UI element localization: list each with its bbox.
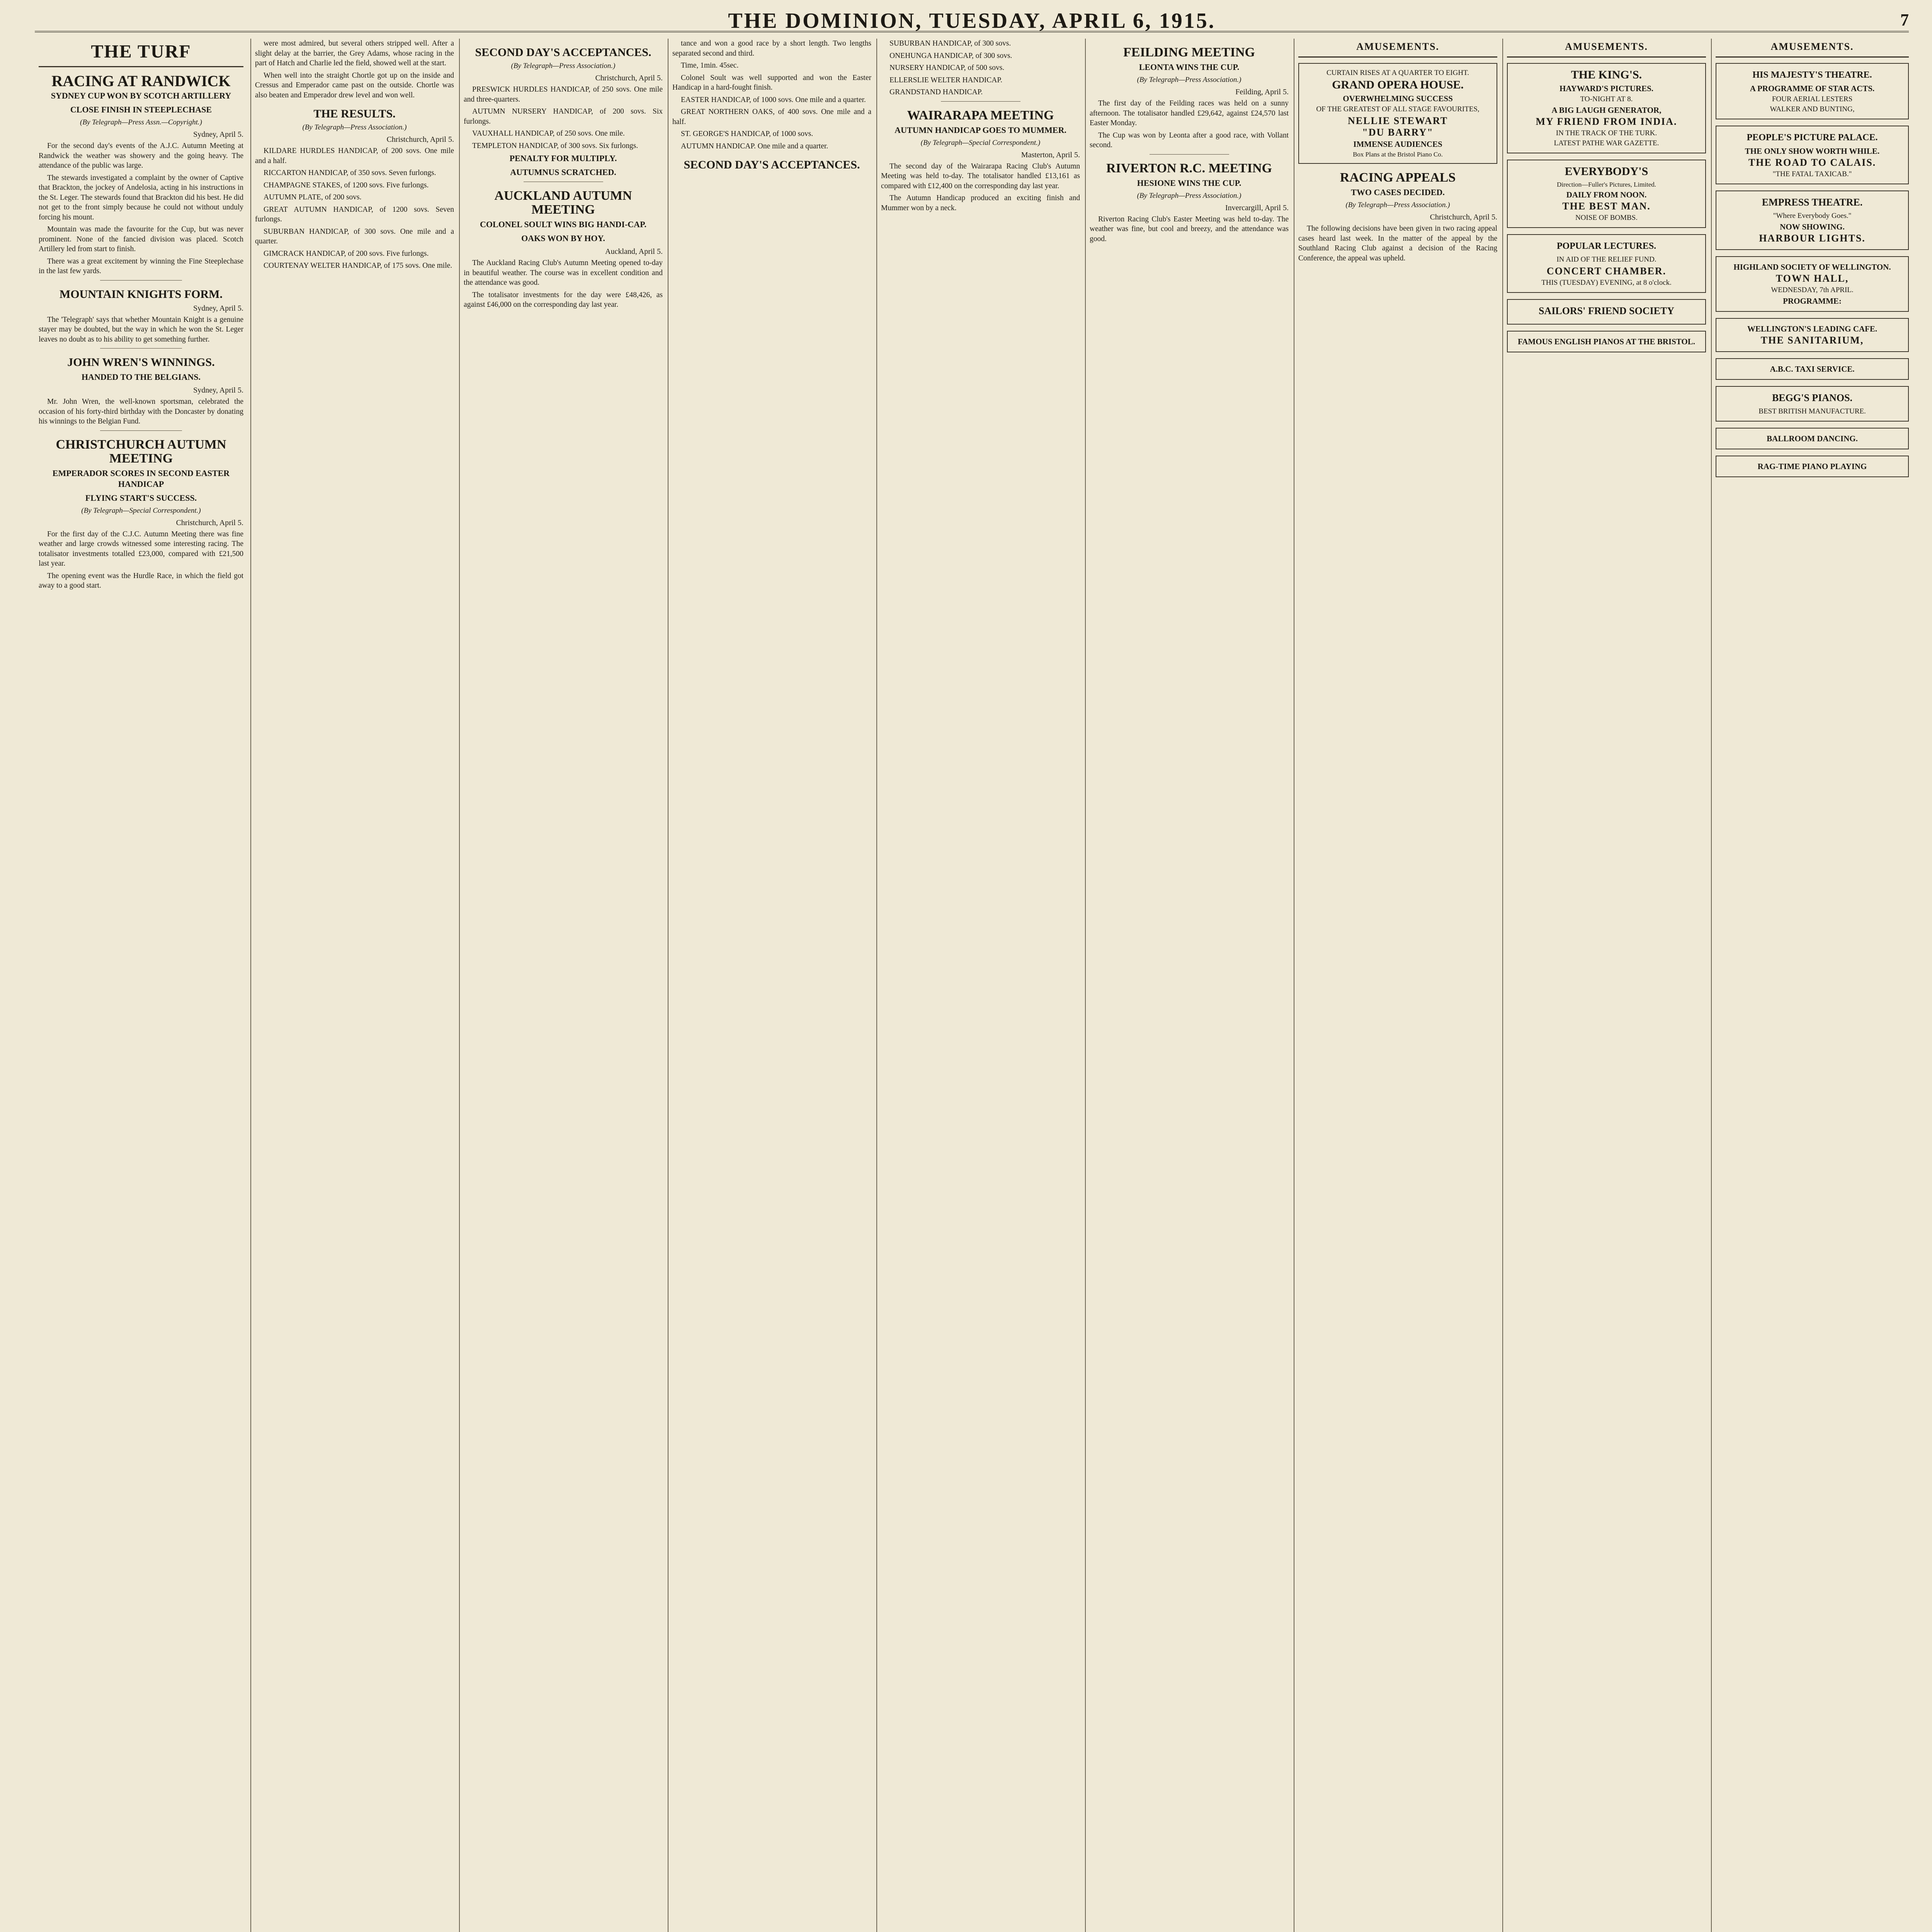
column-results-christchurch <box>255 39 454 1932</box>
ad-heading: GRAND OPERA HOUSE. <box>1332 78 1464 91</box>
ad-line: OF THE GREATEST OF ALL STAGE FAVOURITES, <box>1316 105 1480 113</box>
ad-line: "THE FATAL TAXICAB." <box>1772 170 1852 178</box>
byline: (By Telegraph—Press Association.) <box>302 123 407 131</box>
dateline: Sydney, April 5. <box>193 130 243 139</box>
article-paragraph: The 'Telegraph' says that whether Mountain Knight is a genuine stayer may be doubted, but the way in which he won the St. Leger leaves no doubt as to his ability to get something further. <box>39 315 243 344</box>
subhead-flying-start: FLYING START'S SUCCESS. <box>85 493 197 503</box>
ad-line: NOISE OF BOMBS. <box>1575 214 1638 222</box>
subhead-two-cases: TWO CASES DECIDED. <box>1351 187 1445 197</box>
divider <box>100 348 182 349</box>
headline-feilding: FEILDING MEETING <box>1123 45 1255 60</box>
ad-feature: THE SANITARIUM, <box>1760 335 1864 346</box>
article-paragraph: Colonel Soult was well supported and won the Easter Handicap in a hard-fought finish. <box>672 73 871 92</box>
dateline: Invercargill, April 5. <box>1225 203 1289 212</box>
dateline: Christchurch, April 5. <box>595 74 663 82</box>
advert-empress <box>1716 190 1909 250</box>
ad-feature: HARBOUR LIGHTS. <box>1759 233 1866 244</box>
column-amusements-2 <box>1507 39 1706 1932</box>
article-paragraph: The stewards investigated a complaint by the owner of Captive that Brackton, the jockey of Andelosia, acting in his instructions in the St. Leger. The stewards found that Brackton did his best. He did not get to the front simply because he could not without unduly forcing his mount. <box>39 173 243 221</box>
column-wairarapa <box>881 39 1080 1932</box>
subhead-steeplechase: CLOSE FINISH IN STEEPLECHASE <box>70 105 212 114</box>
acceptance-entry: TEMPLETON HANDICAP, of 300 sovs. Six furlongs. <box>472 141 638 150</box>
race-result: AUTUMN PLATE, of 200 sovs. <box>264 193 362 201</box>
byline: (By Telegraph—Press Association.) <box>1137 76 1242 84</box>
advert-grand-opera <box>1298 63 1497 164</box>
ad-subheading: DAILY FROM NOON. <box>1566 190 1647 199</box>
ad-subheading: A PROGRAMME OF STAR ACTS. <box>1750 84 1875 93</box>
headline-second-day: SECOND DAY'S ACCEPTANCES. <box>475 46 651 59</box>
headline-riverton: RIVERTON R.C. MEETING <box>1106 161 1272 175</box>
advert-kings <box>1507 63 1706 153</box>
masthead-title: THE DOMINION, TUESDAY, APRIL 6, 1915. <box>728 9 1216 33</box>
article-paragraph: tance and won a good race by a short length. Two lengths separated second and third. <box>672 39 871 58</box>
ad-heading: POPULAR LECTURES. <box>1556 241 1656 251</box>
ad-line: "Where Everybody Goes." <box>1773 212 1852 220</box>
advert-highland <box>1716 256 1909 312</box>
headline-wren: JOHN WREN'S WINNINGS. <box>67 356 215 369</box>
headline-results: THE RESULTS. <box>313 107 396 120</box>
column-rule <box>876 39 877 1932</box>
subhead-belgians: HANDED TO THE BELGIANS. <box>81 372 201 382</box>
section-heading-turf: THE TURF <box>39 39 243 67</box>
race-result: RICCARTON HANDICAP, of 350 sovs. Seven furlongs. <box>264 169 436 177</box>
ad-subheading: NOW SHOWING. <box>1780 222 1845 231</box>
divider <box>1150 154 1229 155</box>
race-result: KILDARE HURDLES HANDICAP, of 200 sovs. One mile and a half. <box>255 147 454 165</box>
ad-feature: TOWN HALL, <box>1776 273 1849 284</box>
ad-subheading: IMMENSE AUDIENCES <box>1353 139 1442 149</box>
ad-heading: EVERYBODY'S <box>1565 165 1648 178</box>
ad-subheading: BALLROOM DANCING. <box>1767 434 1858 443</box>
ad-heading: BEGG'S PIANOS. <box>1772 392 1853 403</box>
article-paragraph: were most admired, but several others stripped well. After a slight delay at the barrier, the Grey Adams, whose racing in the part of Hatch and Charlie led the field, showed well at the start. <box>255 39 454 67</box>
race-result: SUBURBAN HANDICAP, of 300 sovs. <box>889 39 1011 48</box>
dateline: Auckland, April 5. <box>605 247 663 256</box>
article-paragraph: There was a great excitement by winning the Fine Steeplechase in the last few yards. <box>39 257 243 275</box>
ad-heading: HIS MAJESTY'S THEATRE. <box>1752 70 1872 80</box>
subhead-leonta: LEONTA WINS THE CUP. <box>1139 62 1240 72</box>
advert-pianos <box>1507 331 1706 352</box>
dateline: Sydney, April 5. <box>193 386 243 395</box>
article-paragraph: Mountain was made the favourite for the Cup, but was never prominent. None of the fancied division was placed. Scotch Artillery led from start to finish. <box>39 225 243 253</box>
ad-subheading: WELLINGTON'S LEADING CAFE. <box>1747 324 1878 333</box>
subhead-mummer: AUTUMN HANDICAP GOES TO MUMMER. <box>895 125 1066 135</box>
column-rule <box>1502 39 1503 1932</box>
section-heading-amusements: AMUSEMENTS. <box>1507 39 1706 58</box>
ad-line: WALKER AND BUNTING, <box>1770 105 1855 113</box>
advert-ragtime <box>1716 456 1909 477</box>
column-auckland-results <box>672 39 871 1932</box>
byline: (By Telegraph—Press Association.) <box>511 62 616 70</box>
acceptance-entry: VAUXHALL HANDICAP, of 250 sovs. One mile. <box>472 129 625 138</box>
ad-feature: THE BEST MAN. <box>1562 201 1651 212</box>
article-paragraph: The Cup was won by Leonta after a good race, with Vollant second. <box>1090 131 1289 149</box>
race-result: AUTUMN HANDICAP. One mile and a quarter. <box>681 142 828 150</box>
ad-line: TO-NIGHT AT 8. <box>1580 95 1633 103</box>
article-paragraph: For the first day of the C.J.C. Autumn Meeting there was fine weather and large crowds witnessed some interesting racing. The totalisator investments totalled £23,000, compared with £21,500 last year. <box>39 530 243 568</box>
article-paragraph: The Auckland Racing Club's Autumn Meeting opened to-day in beautiful weather. The course was in excellent condition and the attendance was good. <box>464 259 663 287</box>
race-result: ONEHUNGA HANDICAP, of 300 sovs. <box>889 51 1012 60</box>
advert-sailors <box>1507 299 1706 325</box>
ad-subheading: THE ONLY SHOW WORTH WHILE. <box>1745 146 1880 156</box>
ad-heading: EMPRESS THEATRE. <box>1762 197 1863 208</box>
race-result: GIMCRACK HANDICAP, of 200 sovs. Five furlongs. <box>264 249 429 258</box>
article-paragraph: The Autumn Handicap produced an exciting finish and Mummer won by a neck. <box>881 194 1080 212</box>
ad-line: IN THE TRACK OF THE TURK. <box>1556 129 1657 137</box>
column-rule <box>459 39 460 1932</box>
page-number: 7 <box>1900 10 1909 29</box>
ad-line: BEST BRITISH MANUFACTURE. <box>1759 407 1866 415</box>
ad-star: NELLIE STEWART <box>1347 115 1448 126</box>
ad-subheading: OVERWHELMING SUCCESS <box>1343 94 1453 103</box>
ad-subheading: FAMOUS ENGLISH PIANOS AT THE BRISTOL. <box>1517 337 1696 346</box>
ad-heading: PEOPLE'S PICTURE PALACE. <box>1747 133 1878 143</box>
headline-second-day: SECOND DAY'S ACCEPTANCES. <box>684 158 860 171</box>
race-result: NURSERY HANDICAP, of 500 sovs. <box>889 64 1005 72</box>
race-result: ST. GEORGE'S HANDICAP, of 1000 sovs. <box>681 130 813 138</box>
dateline: Sydney, April 5. <box>193 304 243 313</box>
article-paragraph: Riverton Racing Club's Easter Meeting was held to-day. The weather was fine, but cool and breezy, and the attendance was good. <box>1090 215 1289 243</box>
headline-wairarapa: WAIRARAPA MEETING <box>907 108 1054 122</box>
ad-line: CURTAIN RISES AT A QUARTER TO EIGHT. <box>1326 69 1469 77</box>
article-paragraph: For the second day's events of the A.J.C. Autumn Meeting at Randwick the weather was showery and the going heavy. The attendance of the public was large. <box>39 142 243 170</box>
ad-subheading: HAYWARD'S PICTURES. <box>1559 84 1654 93</box>
subhead-oaks: OAKS WON BY HOY. <box>521 233 605 243</box>
ad-feature: CONCERT CHAMBER. <box>1546 265 1667 277</box>
dateline: Masterton, April 5. <box>1021 150 1080 159</box>
article-paragraph: The following decisions have been given in two racing appeal cases heard last week. In the matter of the appeal by the Southland Racing Club against a decision of the Racing Conference, the appeal was upheld. <box>1298 224 1497 262</box>
advert-beggs <box>1716 386 1909 422</box>
column-amusements-3 <box>1716 39 1909 1932</box>
headline-racing-appeals: RACING APPEALS <box>1340 170 1456 185</box>
byline: (By Telegraph—Special Correspondent.) <box>81 506 201 515</box>
race-result: GREAT NORTHERN OAKS, of 400 sovs. One mile and a half. <box>672 108 871 126</box>
subhead-colonel-soult: COLONEL SOULT WINS BIG HANDI-CAP. <box>480 219 646 229</box>
ad-line: LATEST PATHE WAR GAZETTE. <box>1554 139 1659 147</box>
ad-heading: SAILORS' FRIEND SOCIETY <box>1538 305 1675 316</box>
column-amusements-1 <box>1298 39 1497 1932</box>
ad-line: WEDNESDAY, 7th APRIL. <box>1771 286 1854 294</box>
ad-subheading: PROGRAMME: <box>1783 296 1842 306</box>
dateline: Christchurch, April 5. <box>1430 213 1497 221</box>
byline: (By Telegraph—Press Assn.—Copyright.) <box>80 118 202 126</box>
article-paragraph: The second day of the Wairarapa Racing Club's Autumn Meeting was held to-day. The totalisator handled £13,161 as compared with £12,400 on the corresponding day last year. <box>881 162 1080 190</box>
ad-line: THIS (TUESDAY) EVENING, at 8 o'clock. <box>1541 279 1672 287</box>
subhead-autumnus: AUTUMNUS SCRATCHED. <box>510 167 616 177</box>
acceptance-entry: AUTUMN NURSERY HANDICAP, of 200 sovs. Six furlongs. <box>464 107 663 126</box>
column-turf <box>39 39 243 1932</box>
article-paragraph: When well into the straight Chortle got up on the inside and Cressus and Emperador came past on the outside. Chortle was also beaten and Emperador drew level and won well. <box>255 71 454 99</box>
headline-mountain: MOUNTAIN KNIGHTS FORM. <box>60 287 223 301</box>
headline-auckland: AUCKLAND AUTUMN MEETING <box>494 189 632 217</box>
ad-feature: MY FRIEND FROM INDIA. <box>1536 116 1677 127</box>
ad-line: Box Plans at the Bristol Piano Co. <box>1353 151 1443 158</box>
column-rule <box>1085 39 1086 1932</box>
article-paragraph: Mr. John Wren, the well-known sportsman, celebrated the occasion of his forty-third birthday with the Doncaster by donating his winnings to the Belgian Fund. <box>39 398 243 425</box>
headline-christchurch: CHRISTCHURCH AUTUMN MEETING <box>56 437 226 466</box>
advert-lectures <box>1507 234 1706 293</box>
race-result: CHAMPAGNE STAKES, of 1200 sovs. Five furlongs. <box>264 181 429 189</box>
masthead <box>35 9 1909 32</box>
advert-his-majestys <box>1716 63 1909 119</box>
byline: (By Telegraph—Special Correspondent.) <box>920 138 1041 147</box>
divider <box>100 280 182 281</box>
byline: (By Telegraph—Press Association.) <box>1137 191 1242 200</box>
article-paragraph: The totalisator investments for the day were £48,426, as against £46,000 on the corresponding day last year. <box>464 291 663 309</box>
divider <box>941 101 1020 102</box>
ad-subheading: A BIG LAUGH GENERATOR, <box>1551 105 1662 115</box>
ad-subheading: RAG-TIME PIANO PLAYING <box>1757 462 1867 471</box>
dateline: Feilding, April 5. <box>1235 88 1289 96</box>
race-result: COURTENAY WELTER HANDICAP, of 175 sovs. One mile. <box>264 262 452 270</box>
headline-randwick: RACING AT RANDWICK <box>51 72 231 90</box>
subhead-penalty: PENALTY FOR MULTIPLY. <box>509 153 617 163</box>
column-acceptances-auckland <box>464 39 663 1932</box>
article-paragraph: The opening event was the Hurdle Race, in which the field got away to a good start. <box>39 571 243 590</box>
ad-subheading: HIGHLAND SOCIETY OF WELLINGTON. <box>1733 262 1891 272</box>
ad-heading: THE KING'S. <box>1571 68 1642 81</box>
subhead-hesione: HESIONE WINS THE CUP. <box>1137 178 1242 188</box>
column-rule <box>250 39 251 1932</box>
ad-line: IN AID OF THE RELIEF FUND. <box>1556 255 1656 264</box>
race-result: SUBURBAN HANDICAP, of 300 sovs. One mile and a quarter. <box>255 227 454 245</box>
ad-subheading: A.B.C. TAXI SERVICE. <box>1770 364 1855 374</box>
subhead-sydney-cup: SYDNEY CUP WON BY SCOTCH ARTILLERY <box>51 91 231 100</box>
acceptance-entry: PRESWICK HURDLES HANDICAP, of 250 sovs. One mile and three-quarters. <box>464 85 663 104</box>
advert-cafe <box>1716 318 1909 352</box>
race-result: ELLERSLIE WELTER HANDICAP. <box>889 76 1002 84</box>
article-paragraph: Time, 1min. 45sec. <box>681 61 739 70</box>
advert-taxi <box>1716 358 1909 380</box>
race-result: EASTER HANDICAP, of 1000 sovs. One mile and a quarter. <box>681 95 866 104</box>
column-rule <box>1711 39 1712 1932</box>
column-feilding-riverton <box>1090 39 1289 1932</box>
ad-play-title: "DU BARRY" <box>1362 127 1434 138</box>
section-heading-amusements: AMUSEMENTS. <box>1298 39 1497 58</box>
subhead-emperador: EMPERADOR SCORES IN SECOND EASTER HANDICAP <box>52 468 230 489</box>
article-paragraph: The first day of the Feilding races was held on a sunny afternoon. The totalisator handled £29,642, against £24,570 last Easter Monday. <box>1090 99 1289 127</box>
section-heading-amusements: AMUSEMENTS. <box>1716 39 1909 58</box>
race-result: GRANDSTAND HANDICAP. <box>889 88 983 96</box>
advert-ballroom <box>1716 428 1909 449</box>
divider <box>100 430 182 431</box>
dateline: Christchurch, April 5. <box>176 518 243 527</box>
byline: (By Telegraph—Press Association.) <box>1345 201 1450 209</box>
race-result: GREAT AUTUMN HANDICAP, of 1200 sovs. Seven furlongs. <box>255 205 454 223</box>
ad-line: Direction—Fuller's Pictures, Limited. <box>1556 181 1656 188</box>
dateline: Christchurch, April 5. <box>386 135 454 144</box>
advert-everybodys <box>1507 160 1706 228</box>
ad-line: FOUR AERIAL LESTERS <box>1772 95 1853 103</box>
advert-peoples <box>1716 126 1909 184</box>
ad-feature: THE ROAD TO CALAIS. <box>1748 157 1876 168</box>
